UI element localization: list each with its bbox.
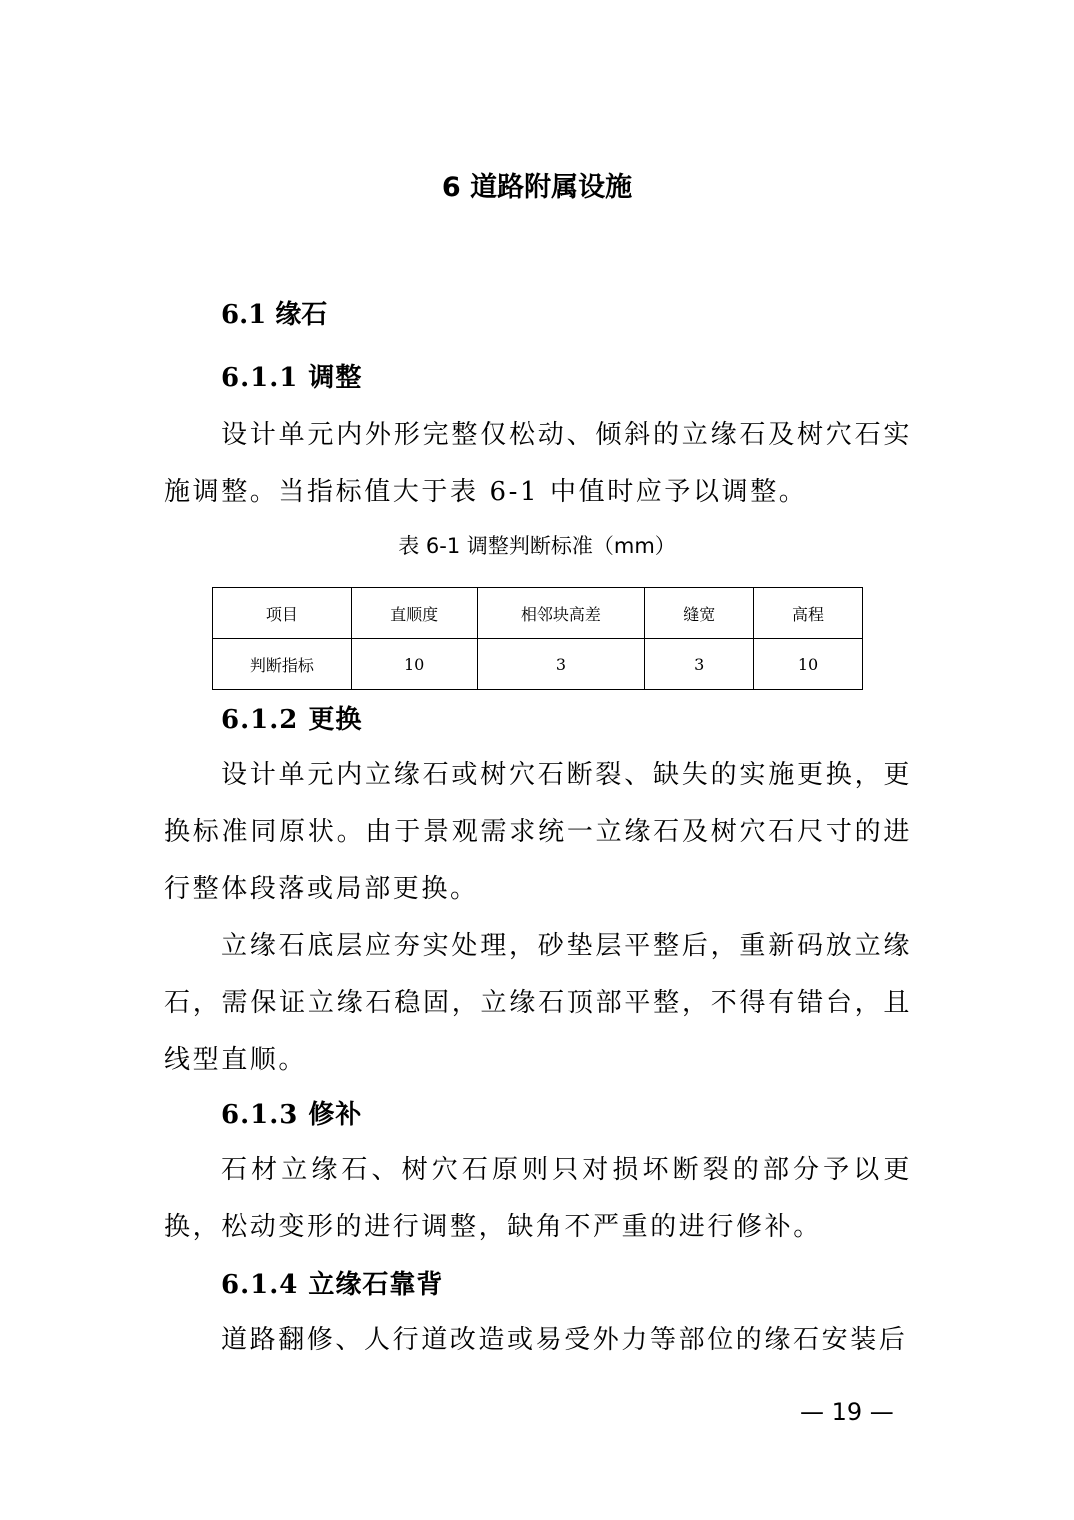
table-cell: 判断指标 (213, 639, 352, 690)
paragraph-replace-2: 立缘石底层应夯实处理，砂垫层平整后，重新码放立缘石，需保证立缘石稳固，立缘石顶部平整，不得有错台，且线型直顺。 (164, 931, 912, 1075)
chapter-title: 6 道路附属设施 (441, 172, 633, 203)
paragraph-repair: 石材立缘石、树穴石原则只对损坏断裂的部分予以更换，松动变形的进行调整，缺角不严重的进行修补。 (164, 1155, 912, 1242)
table-header-row (213, 588, 863, 639)
page-number: — 19 — (800, 1398, 894, 1426)
paragraph-adjust: 设计单元内外形完整仅松动、倾斜的立缘石及树穴石实施调整。当指标值大于表 6-1 中值时应予以调整。 (164, 420, 912, 507)
table-header-cell: 直顺度 (351, 588, 477, 639)
paragraph-backing: 道路翻修、人行道改造或易受外力等部位的缘石安装后 (221, 1325, 908, 1355)
adjustment-criteria-table (212, 587, 863, 690)
table-cell: 10 (754, 639, 863, 690)
table-header-cell: 相邻块高差 (477, 588, 645, 639)
table-cell: 3 (645, 639, 754, 690)
table-header-cell: 高程 (754, 588, 863, 639)
table-cell: 10 (351, 639, 477, 690)
paragraph-replace-1: 设计单元内立缘石或树穴石断裂、缺失的实施更换，更换标准同原状。由于景观需求统一立缘石及树穴石尺寸的进行整体段落或局部更换。 (164, 760, 912, 904)
table-caption: 表 6-1 调整判断标准（mm） (398, 534, 676, 558)
subsection-title-adjust: 6.1.1 调整 (221, 363, 363, 393)
section-title: 6.1 缘石 (221, 300, 328, 330)
subsection-title-backing: 6.1.4 立缘石靠背 (221, 1270, 444, 1300)
table-row (213, 639, 863, 690)
subsection-title-replace: 6.1.2 更换 (221, 705, 363, 735)
table-header-cell: 缝宽 (645, 588, 754, 639)
table-header-cell: 项目 (213, 588, 352, 639)
table-cell: 3 (477, 639, 645, 690)
subsection-title-repair: 6.1.3 修补 (221, 1100, 363, 1130)
